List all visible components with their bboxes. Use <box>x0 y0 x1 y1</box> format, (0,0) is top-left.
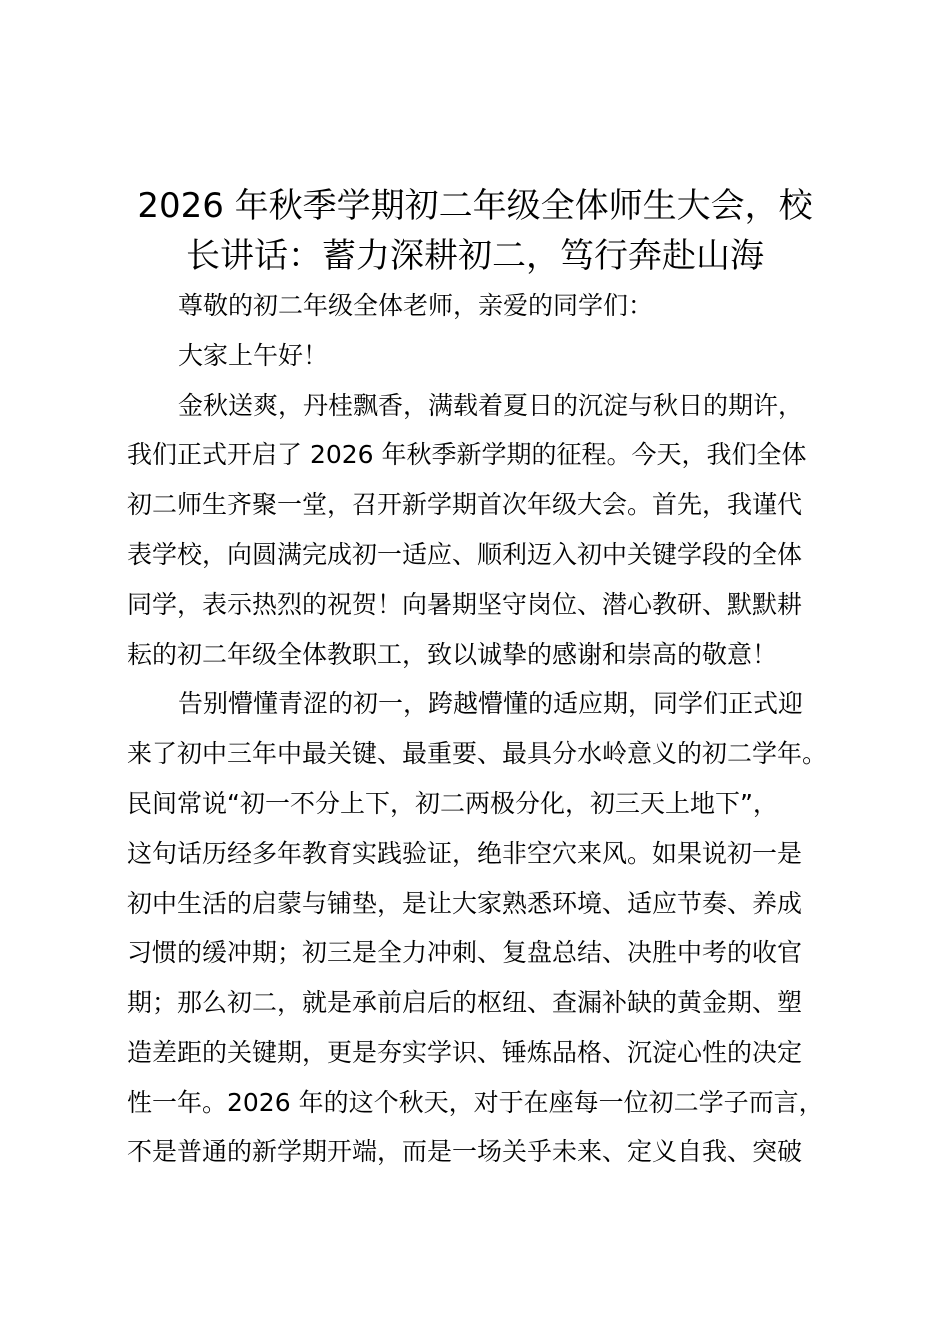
paragraph-line: 民间常说“初一不分上下，初二两极分化，初三天上地下”， <box>127 789 778 818</box>
paragraph-line: 金秋送爽，丹桂飘香，满载着夏日的沉淀与秋日的期许， <box>178 391 804 420</box>
paragraph-line: 我们正式开启了 2026 年秋季新学期的征程。今天，我们全体 <box>127 440 807 469</box>
paragraph-line: 同学，表示热烈的祝贺！向暑期坚守岗位、潜心教研、默默耕 <box>127 590 803 619</box>
paragraph-line: 不是普通的新学期开端，而是一场关乎未来、定义自我、突破 <box>127 1137 803 1166</box>
paragraph-line: 告别懵懂青涩的初一，跨越懵懂的适应期，同学们正式迎 <box>178 689 804 718</box>
paragraph-line: 期；那么初二，就是承前启后的枢纽、查漏补缺的黄金期、塑 <box>127 988 803 1017</box>
paragraph-line: 性一年。2026 年的这个秋天，对于在座每一位初二学子而言， <box>127 1088 824 1117</box>
paragraph-line: 习惯的缓冲期；初三是全力冲刺、复盘总结、决胜中考的收官 <box>127 938 803 967</box>
paragraph-line: 造差距的关键期，更是夯实学识、锤炼品格、沉淀心性的决定 <box>127 1038 803 1067</box>
paragraph-line: 表学校，向圆满完成初一适应、顺利迈入初中关键学段的全体 <box>127 540 803 569</box>
document-title-line-1: 2026 年秋季学期初二年级全体师生大会，校 <box>137 186 813 226</box>
greeting: 大家上午好！ <box>178 341 329 370</box>
paragraph-line: 来了初中三年中最关键、最重要、最具分水岭意义的初二学年。 <box>127 739 828 768</box>
salutation: 尊敬的初二年级全体老师，亲爱的同学们： <box>178 291 654 320</box>
paragraph-line: 初二师生齐聚一堂，召开新学期首次年级大会。首先，我谨代 <box>127 490 803 519</box>
document-title-line-2: 长讲话：蓄力深耕初二，笃行奔赴山海 <box>186 236 764 276</box>
paragraph-line: 耘的初二年级全体教职工，致以诚挚的感谢和崇高的敬意！ <box>127 640 778 669</box>
paragraph-line: 初中生活的启蒙与铺垫，是让大家熟悉环境、适应节奏、养成 <box>127 889 803 918</box>
paragraph-line: 这句话历经多年教育实践验证，绝非空穴来风。如果说初一是 <box>127 839 803 868</box>
